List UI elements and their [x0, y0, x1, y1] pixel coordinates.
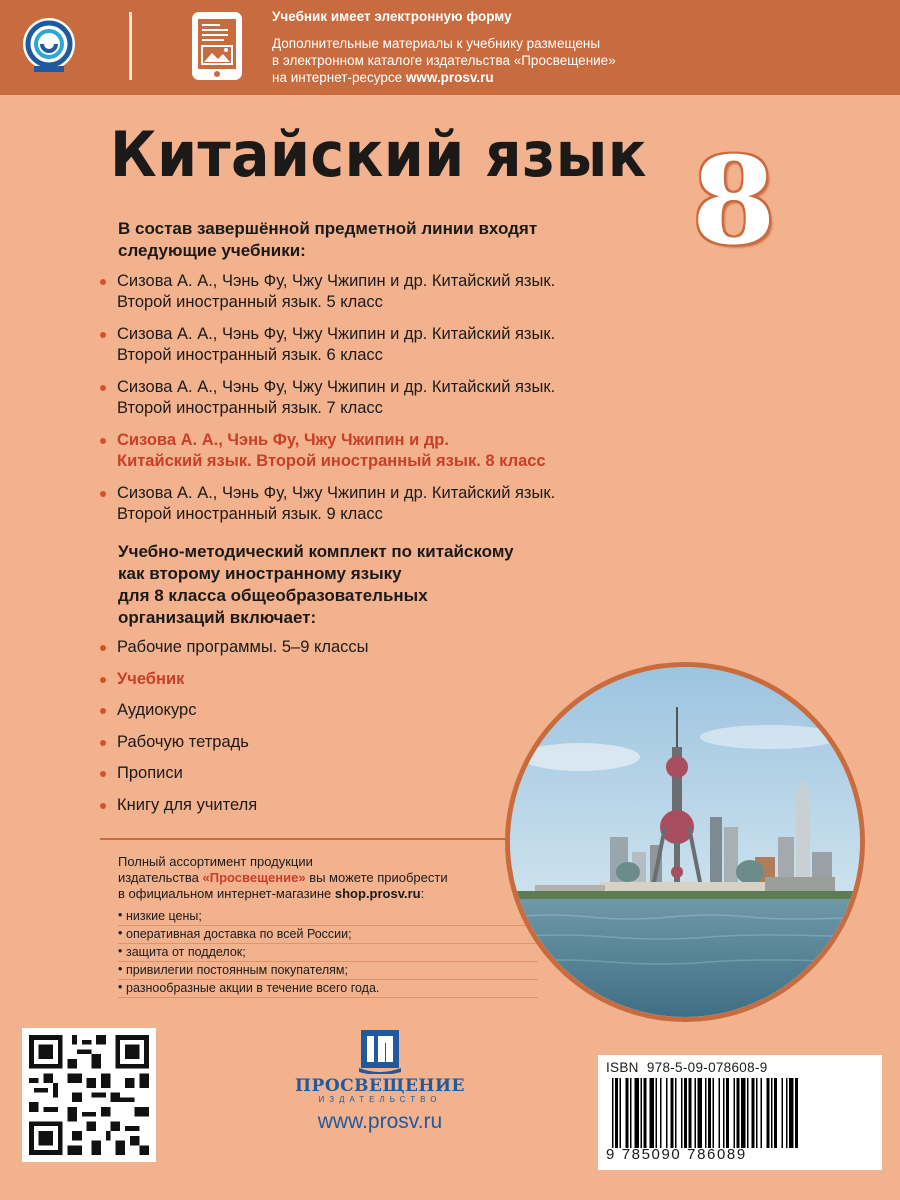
book-line2: Второй иностранный язык. 9 класс: [117, 505, 383, 523]
kit-item-label: Рабочую тетрадь: [117, 732, 249, 751]
prosv-site-link[interactable]: www.prosv.ru: [405, 70, 494, 85]
shop-perks-list: [118, 908, 538, 998]
qr-code[interactable]: [22, 1028, 156, 1162]
kit-item-label: Учебник: [117, 669, 185, 688]
kit-heading-line4: организаций включает:: [118, 608, 317, 627]
header-divider: [129, 12, 132, 80]
shop-line2: [118, 870, 538, 886]
book-line1: Сизова А. А., Чэнь Фу, Чжу Чжипин и др.: [117, 431, 449, 449]
publisher-name: ПРОСВЕЩЕНИЕ: [294, 1076, 466, 1096]
kit-item-label: Прописи: [117, 764, 183, 782]
section-divider: [100, 838, 520, 840]
isbn-number: 978-5-09-078608-9: [646, 1060, 768, 1075]
bullet-icon: [100, 332, 106, 338]
eform-info-line1: Дополнительные материалы к учебнику размещены: [272, 36, 601, 51]
bullet-icon: [100, 491, 106, 497]
header-band: [0, 0, 900, 95]
book-title: Китайский язык: [110, 118, 647, 191]
perk-item: • разнообразные акции в течение всего года.: [118, 980, 538, 998]
series-heading-line2: следующие учебники:: [118, 241, 306, 260]
book-item: [100, 377, 740, 419]
barcode-bars: [606, 1078, 874, 1148]
eform-notice: [272, 8, 892, 86]
kit-heading-line1: Учебно-методический комплект по китайскому: [118, 542, 514, 561]
series-heading-line1: В состав завершённой предметной линии входят: [118, 219, 538, 238]
series-heading: [118, 218, 698, 262]
bullet-icon: [100, 279, 106, 285]
publisher-site-link[interactable]: www.prosv.ru: [317, 1110, 443, 1133]
kit-item: [100, 637, 520, 658]
eform-info-prefix: на интернет-ресурсе: [272, 70, 406, 85]
kit-item: [100, 700, 520, 721]
book-line2: Второй иностранный язык. 5 класс: [117, 293, 383, 311]
shop-line3: [118, 886, 538, 902]
kit-heading-line2: как второму иностранному языку: [118, 564, 402, 583]
bullet-icon: [100, 740, 106, 746]
kit-item-label: Книгу для учителя: [117, 795, 258, 814]
publisher-subtitle: ИЗДАТЕЛЬСТВО: [318, 1095, 442, 1104]
bullet-icon: [100, 771, 106, 777]
book-item: [100, 483, 740, 525]
kit-item: [100, 732, 520, 753]
book-line1: Сизова А. А., Чэнь Фу, Чжу Чжипин и др. Китайский язык.: [117, 272, 556, 290]
perk-item: • низкие цены;: [118, 908, 538, 926]
bullet-icon: [100, 438, 106, 444]
shop-line3-suffix: :: [420, 886, 425, 901]
series-book-list: [100, 271, 740, 536]
perk-item: • защита от подделок;: [118, 944, 538, 962]
book-line1: Сизова А. А., Чэнь Фу, Чжу Чжипин и др. Китайский язык.: [117, 484, 556, 502]
publisher-logo: [290, 1028, 470, 1158]
perk-item: • оперативная доставка по всей России;: [118, 926, 538, 944]
kit-item-label: Аудиокурс: [117, 701, 197, 719]
kit-item: [100, 795, 520, 816]
bullet-icon: [100, 803, 106, 809]
bullet-icon: [100, 645, 106, 651]
isbn-barcode: [598, 1055, 882, 1170]
bullet-icon: [100, 677, 106, 683]
qr-code-icon: [29, 1035, 149, 1155]
book-line1: Сизова А. А., Чэнь Фу, Чжу Чжипин и др. Китайский язык.: [117, 325, 556, 343]
ean-digits: 9 785090 786089: [606, 1146, 747, 1163]
book-item: [100, 271, 740, 313]
shanghai-skyline-photo: [505, 662, 865, 1022]
shop-line2-prefix: издательства: [118, 870, 203, 885]
bullet-icon: [100, 385, 106, 391]
isbn-line: [606, 1060, 874, 1075]
shop-line1: Полный ассортимент продукции: [118, 854, 313, 869]
shop-brand: «Просвещение»: [202, 870, 306, 885]
book-line2: Китайский язык. Второй иностранный язык. 8 класс: [117, 452, 546, 470]
skyline-illustration: [510, 667, 860, 1017]
isbn-label: ISBN: [606, 1060, 639, 1075]
kit-heading-line3: для 8 класса общеобразовательных: [118, 586, 428, 605]
shop-intro: [118, 854, 538, 902]
publisher-emblem-icon: [357, 1028, 403, 1074]
kit-list: [100, 637, 520, 826]
grade-number: 8: [692, 131, 776, 272]
eform-logo-icon: [20, 14, 78, 78]
tablet-icon: [190, 10, 244, 82]
book-item: [100, 324, 740, 366]
eform-info-line3: [272, 69, 892, 86]
book-line2: Второй иностранный язык. 7 класс: [117, 399, 383, 417]
eform-info-line2: в электронном каталоге издательства «Просвещение»: [272, 53, 616, 68]
kit-item-label: Рабочие программы. 5–9 классы: [117, 638, 369, 656]
shop-site-link[interactable]: shop.prosv.ru: [334, 886, 421, 901]
shop-line2-suffix: вы можете приобрести: [305, 870, 448, 885]
kit-item-current: [100, 669, 520, 690]
book-item-current: [100, 430, 740, 472]
book-line2: Второй иностранный язык. 6 класс: [117, 346, 383, 364]
bullet-icon: [100, 708, 106, 714]
kit-heading: [118, 541, 678, 629]
eform-title: Учебник имеет электронную форму: [272, 9, 512, 24]
kit-item: [100, 763, 520, 784]
book-line1: Сизова А. А., Чэнь Фу, Чжу Чжипин и др. Китайский язык.: [117, 378, 556, 396]
perk-item: • привилегии постоянным покупателям;: [118, 962, 538, 980]
shop-line3-prefix: в официальном интернет-магазине: [118, 886, 335, 901]
